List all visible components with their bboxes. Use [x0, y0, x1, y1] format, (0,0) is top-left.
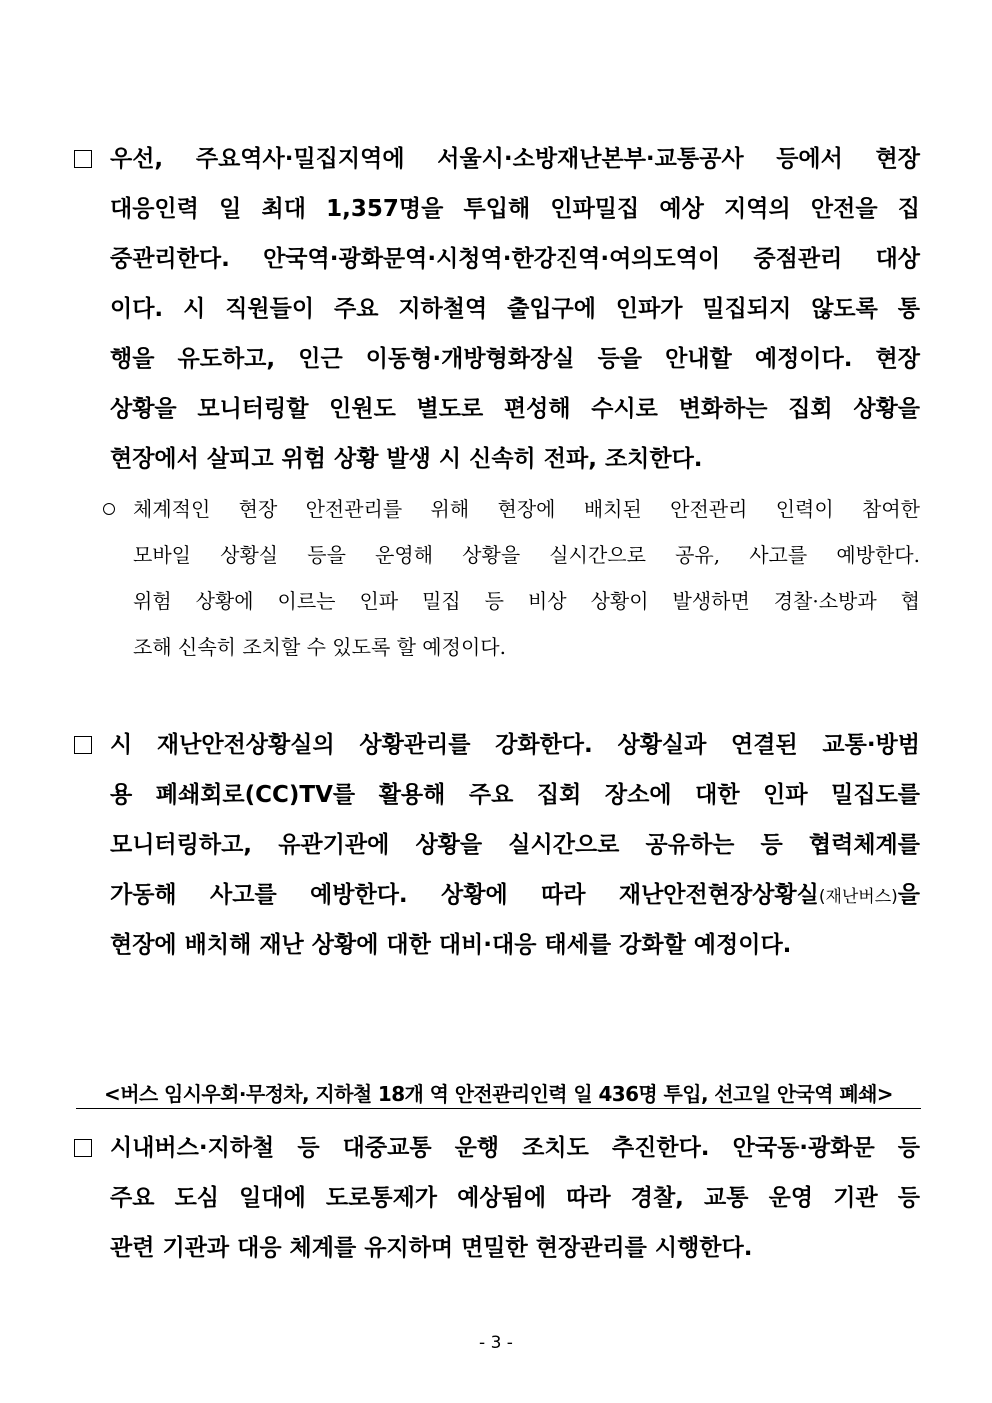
text-line: 모바일 상황실 등을 운영해 상황을 실시간으로 공유, 사고를 예방한다.	[133, 543, 920, 567]
text-segment: 을	[897, 882, 920, 908]
text-line: 시 재난안전상황실의 상황관리를 강화한다. 상황실과 연결된 교통·방범	[110, 732, 920, 758]
parenthetical-note: (재난버스)	[818, 887, 898, 907]
text-line: 대응인력 일 최대 1,357명을 투입해 인파밀집 예상 지역의 안전을 집	[110, 196, 920, 222]
section-heading: <버스 임시우회·무정차, 지하철 18개 역 안전관리인력 일 436명 투입, 선고일 안국역 폐쇄>	[76, 1080, 921, 1109]
checkbox-bullet	[74, 736, 92, 754]
text-segment: 가동해 사고를 예방한다. 상황에 따라 재난안전현장상황실	[110, 882, 819, 908]
text-line: 중관리한다. 안국역·광화문역·시청역·한강진역·여의도역이 중점관리 대상	[110, 246, 920, 272]
checkbox-bullet	[74, 1139, 92, 1157]
text-line: 행을 유도하고, 인근 이동형·개방형화장실 등을 안내할 예정이다. 현장	[110, 346, 920, 372]
text-line-with-paren	[110, 880, 920, 912]
text-line: 조해 신속히 조치할 수 있도록 할 예정이다.	[133, 635, 506, 659]
text-line: 모니터링하고, 유관기관에 상황을 실시간으로 공유하는 등 협력체계를	[110, 832, 920, 858]
text-line: 관련 기관과 대응 체계를 유지하며 면밀한 현장관리를 시행한다.	[110, 1235, 753, 1261]
text-line: 시내버스·지하철 등 대중교통 운행 조치도 추진한다. 안국동·광화문 등	[110, 1135, 920, 1161]
text-line: 우선, 주요역사·밀집지역에 서울시·소방재난본부·교통공사 등에서 현장	[110, 146, 920, 172]
text-line: 상황을 모니터링할 인원도 별도로 편성해 수시로 변화하는 집회 상황을	[110, 396, 920, 422]
page-number: - 3 -	[479, 1333, 513, 1353]
text-line: 현장에 배치해 재난 상황에 대한 대비·대응 태세를 강화할 예정이다.	[110, 932, 792, 958]
text-line: 위험 상황에 이르는 인파 밀집 등 비상 상황이 발생하면 경찰·소방과 협	[133, 589, 920, 613]
text-line: 이다. 시 직원들이 주요 지하철역 출입구에 인파가 밀집되지 않도록 통	[110, 296, 920, 322]
text-line: 주요 도심 일대에 도로통제가 예상됨에 따라 경찰, 교통 운영 기관 등	[110, 1185, 920, 1211]
text-line: 현장에서 살피고 위험 상황 발생 시 신속히 전파, 조치한다.	[110, 446, 703, 472]
circle-bullet	[103, 503, 115, 515]
text-line: 용 폐쇄회로(CC)TV를 활용해 주요 집회 장소에 대한 인파 밀집도를	[110, 782, 920, 808]
text-line: 체계적인 현장 안전관리를 위해 현장에 배치된 안전관리 인력이 참여한	[133, 497, 920, 521]
checkbox-bullet	[74, 150, 92, 168]
